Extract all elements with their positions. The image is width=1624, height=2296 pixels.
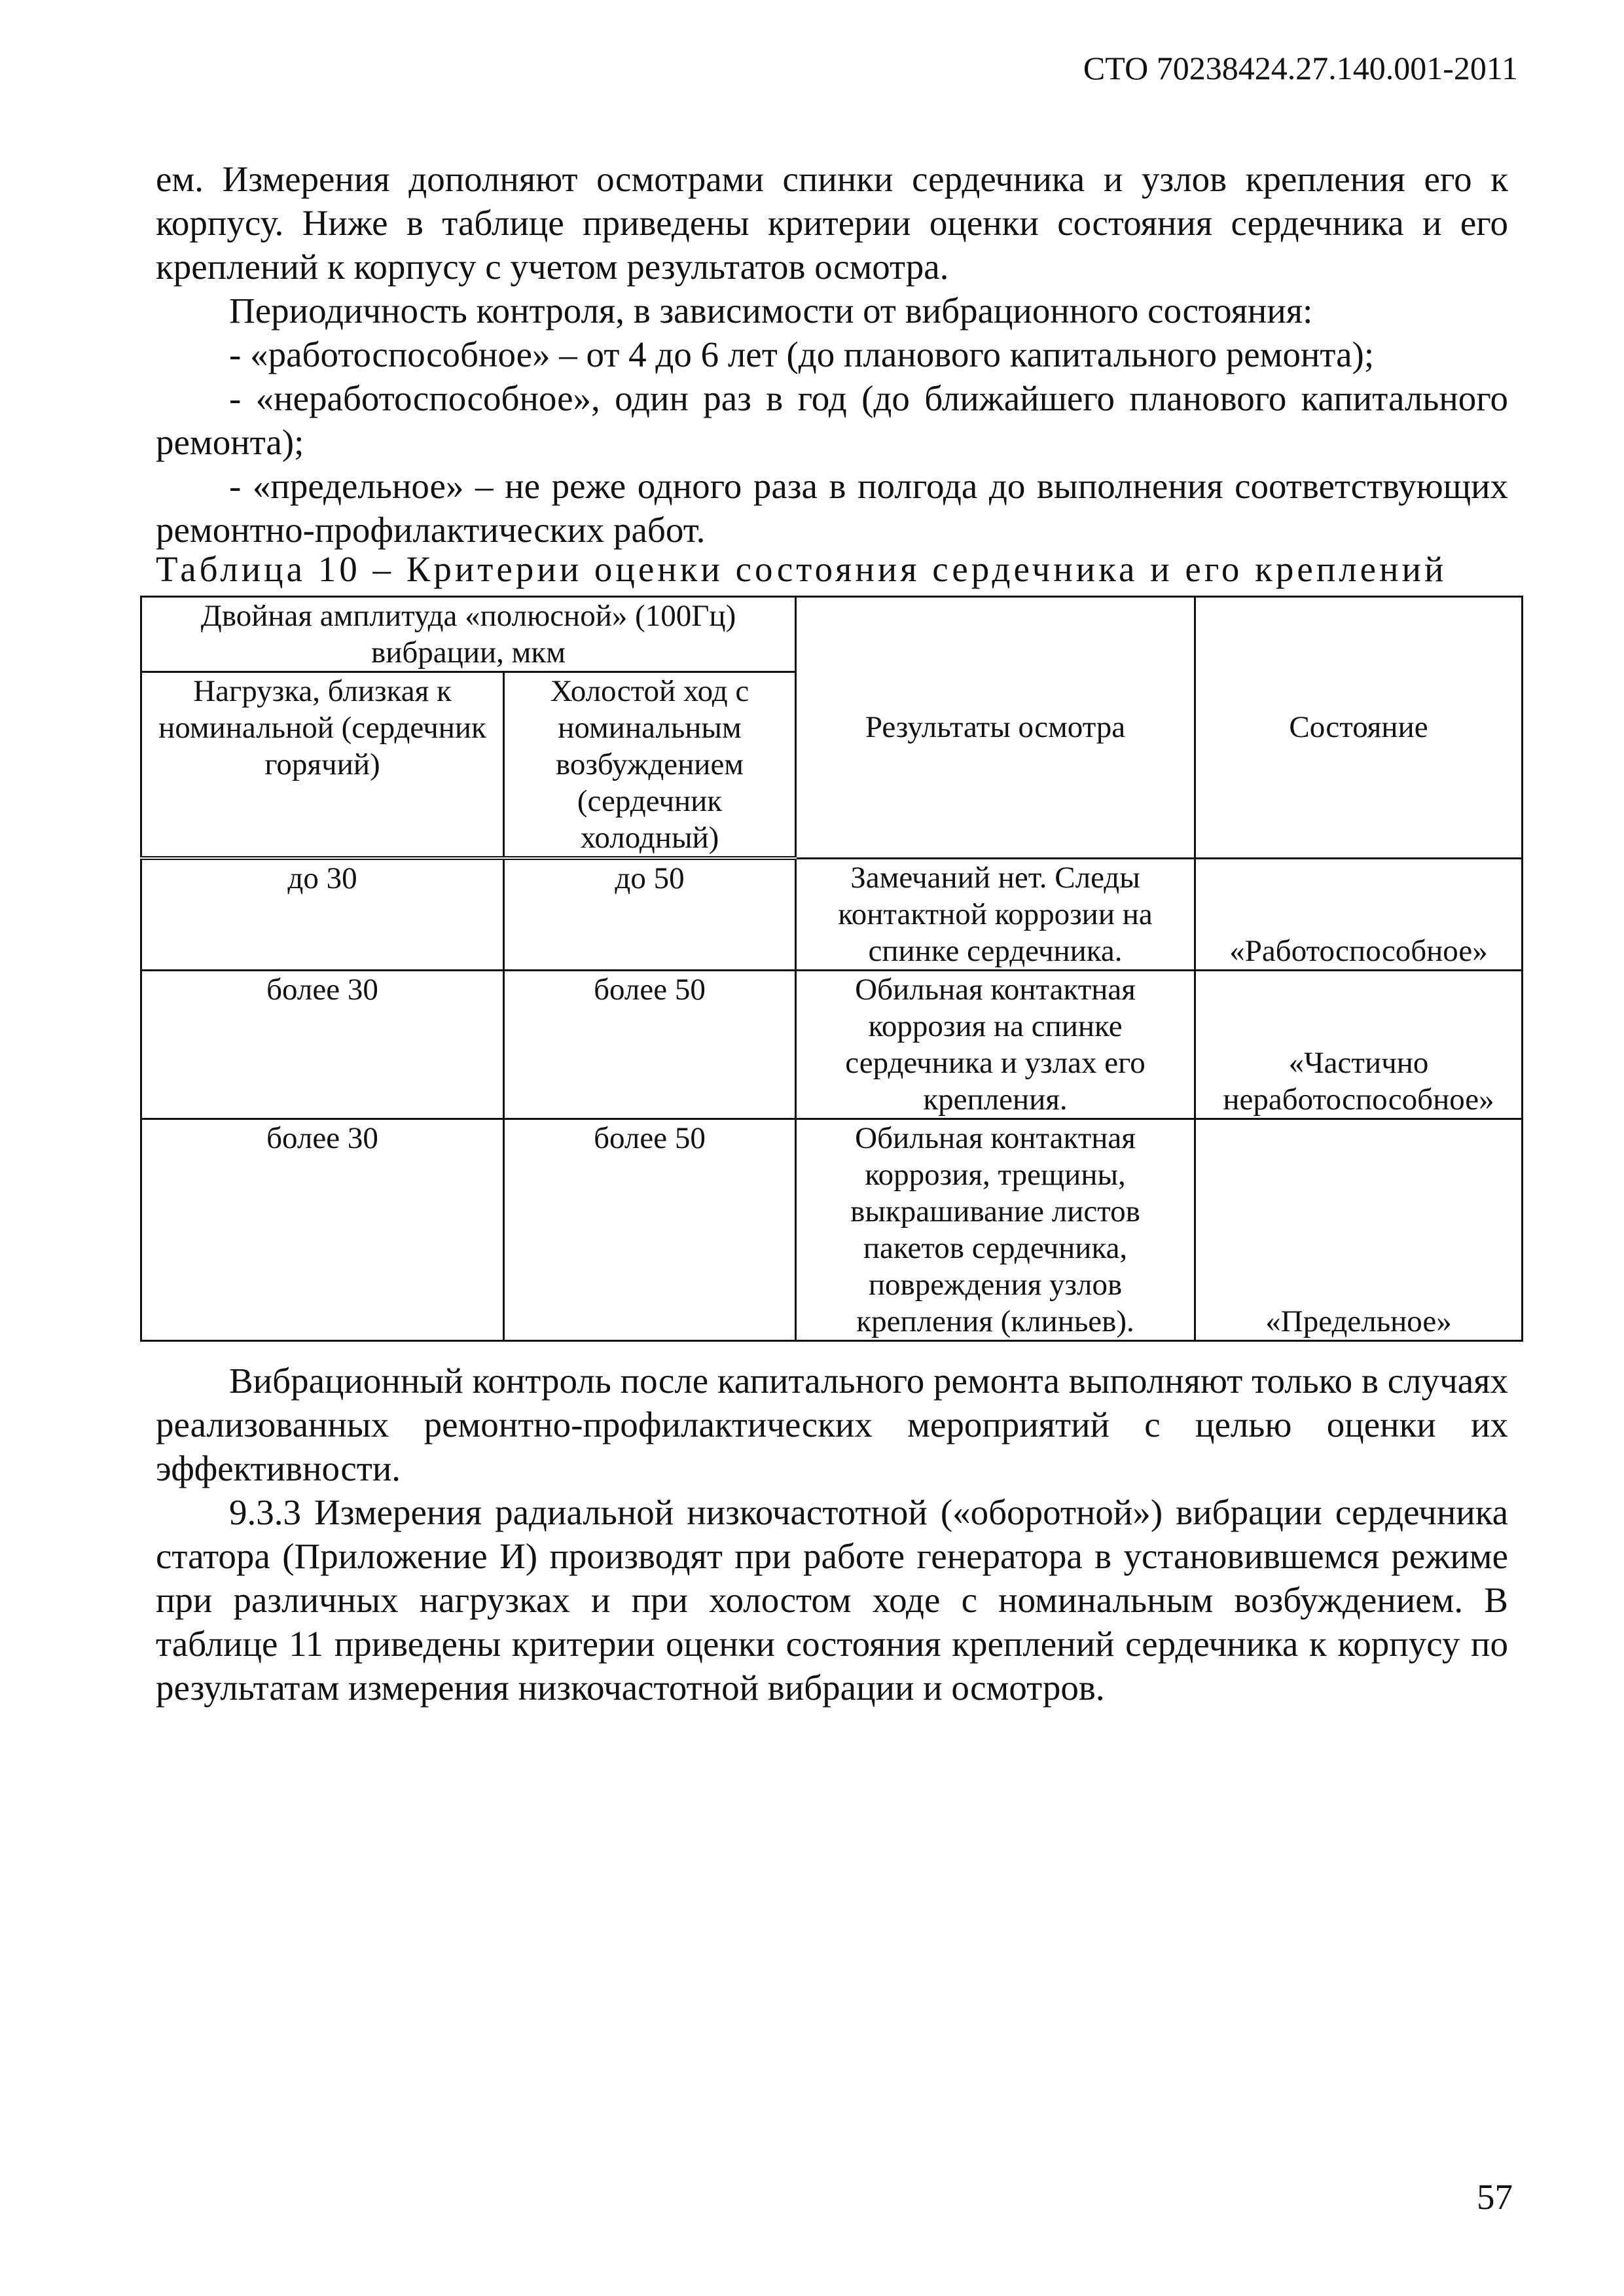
cell-inspection: Обильная контактная коррозия на спинке сердечника и узлах его крепления.	[796, 970, 1195, 1119]
intro-text	[156, 157, 1508, 552]
list-item: - «работоспособное» – от 4 до 6 лет (до планового капитального ремонта);	[229, 334, 1375, 374]
cell-idle: более 50	[504, 970, 796, 1119]
header-idle: Холостой ход с номинальным возбуждением (сердечник холодный)	[504, 672, 796, 859]
cell-state: «Работоспособное»	[1195, 858, 1523, 970]
header-inspection-results: Результаты осмотра	[796, 597, 1195, 859]
cell-state: «Предельное»	[1195, 1119, 1523, 1340]
paragraph: ем. Измерения дополняют осмотрами спинки сердечника и узлов крепления его к корпусу. Ниже в таблице приведены критерии оценки состояния сердечника и его креплений к корпусу с учетом результатов осмотра.	[156, 159, 1508, 287]
cell-idle: более 50	[504, 1119, 796, 1340]
cell-inspection: Замечаний нет. Следы контактной коррозии на спинке сердечника.	[796, 858, 1195, 970]
table-row	[141, 1119, 1523, 1340]
criteria-table	[140, 596, 1523, 1342]
paragraph: 9.3.3 Измерения радиальной низкочастотной («оборотной») вибрации сердечника статора (Приложение И) производят при работе генератора в установившемся режиме при различных нагрузках и при холостом ходе с номинальным возбуждением. В таблице 11 приведены критерии оценки состояния креплений сердечника к корпусу по результатам измерения низкочастотной вибрации и осмотров.	[156, 1492, 1508, 1708]
list-item: - «неработоспособное», один раз в год (до ближайшего планового капитального ремонта);	[156, 378, 1508, 462]
header-load: Нагрузка, близкая к номинальной (сердечник горячий)	[141, 672, 504, 859]
list-item: - «предельное» – не реже одного раза в полгода до выполнения соответствующих ремонтно-профилактических работ.	[156, 466, 1508, 550]
paragraph: Периодичность контроля, в зависимости от вибрационного состояния:	[229, 291, 1313, 331]
cell-load: более 30	[141, 970, 504, 1119]
document-code: СТО 70238424.27.140.001-2011	[1083, 50, 1518, 86]
page-number: 57	[1477, 2177, 1513, 2217]
cell-state: «Частично неработоспособное»	[1195, 970, 1523, 1119]
cell-load: более 30	[141, 1119, 504, 1340]
header-vibration-amplitude: Двойная амплитуда «полюсной» (100Гц) вибрации, мкм	[141, 597, 796, 672]
header-state: Состояние	[1195, 597, 1523, 859]
cell-inspection: Обильная контактная коррозия, трещины, выкрашивание листов пакетов сердечника, повреждения узлов крепления (клиньев).	[796, 1119, 1195, 1340]
cell-load: до 30	[141, 858, 504, 970]
table-row	[141, 970, 1523, 1119]
table-caption: Таблица 10 – Критерии оценки состояния сердечника и его креплений	[156, 549, 1447, 589]
table-row	[141, 858, 1523, 970]
paragraph: Вибрационный контроль после капитального ремонта выполняют только в случаях реализованных ремонтно-профилактических мероприятий с целью оценки их эффективности.	[156, 1361, 1508, 1488]
after-table-text	[156, 1359, 1508, 1710]
cell-idle: до 50	[504, 858, 796, 970]
